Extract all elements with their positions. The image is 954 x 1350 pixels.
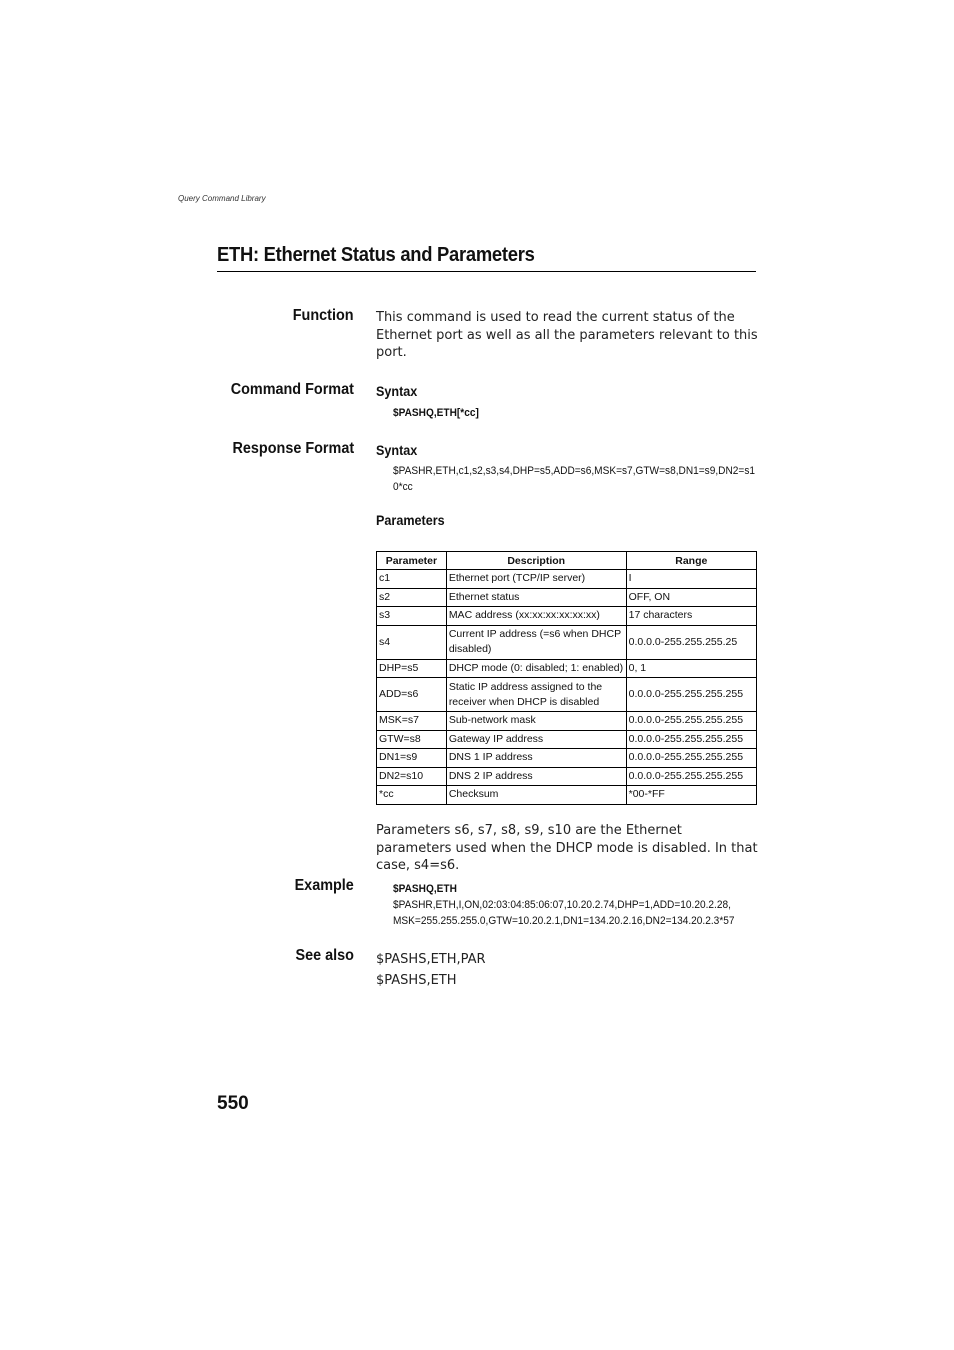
example-block — [393, 881, 761, 929]
cell-description: Sub-network mask — [446, 712, 626, 731]
table-row — [377, 570, 757, 589]
function-text: This command is used to read the current status of the Ethernet port as well as all the parameters relevant to this port. — [376, 310, 758, 360]
cell-parameter: s4 — [377, 625, 447, 659]
table-row — [377, 712, 757, 731]
cell-parameter: MSK=s7 — [377, 712, 447, 731]
cell-description: Ethernet port (TCP/IP server) — [446, 570, 626, 589]
function-label: Function — [293, 307, 354, 324]
table-row — [377, 625, 757, 659]
cell-range: 0, 1 — [626, 659, 756, 678]
cell-range: 0.0.0.0-255.255.255.255 — [626, 730, 756, 749]
example-response-line1: $PASHR,ETH,I,ON,02:03:04:85:06:07,10.20.2.74,DHP=1,ADD=10.20.2.28, — [393, 899, 731, 911]
table-row — [377, 678, 757, 712]
cell-parameter: c1 — [377, 570, 447, 589]
response-syntax: $PASHR,ETH,c1,s2,s3,s4,DHP=s5,ADD=s6,MSK=s7,GTW=s8,DN1=s9,DN2=s10*cc — [393, 465, 756, 493]
cell-range: 0.0.0.0-255.255.255.25 — [626, 625, 756, 659]
see-also-label: See also — [295, 947, 354, 964]
table-row — [377, 749, 757, 768]
cell-description: Gateway IP address — [446, 730, 626, 749]
header-range: Range — [626, 552, 756, 570]
table-header-row — [377, 552, 757, 570]
title-rule — [217, 271, 756, 272]
table-row — [377, 730, 757, 749]
example-label: Example — [294, 877, 354, 894]
parameters-label: Parameters — [376, 512, 445, 528]
table-row — [377, 588, 757, 607]
cell-description: MAC address (xx:xx:xx:xx:xx:xx) — [446, 607, 626, 626]
header-parameter: Parameter — [377, 552, 447, 570]
command-syntax — [393, 405, 733, 421]
cell-parameter: ADD=s6 — [377, 678, 447, 712]
response-syntax-label: Syntax — [376, 442, 418, 458]
cell-range: 0.0.0.0-255.255.255.255 — [626, 712, 756, 731]
cell-parameter: GTW=s8 — [377, 730, 447, 749]
cell-description: DHCP mode (0: disabled; 1: enabled) — [446, 659, 626, 678]
page-title: ETH: Ethernet Status and Parameters — [217, 244, 535, 266]
cell-range: 0.0.0.0-255.255.255.255 — [626, 749, 756, 768]
command-syntax-text: $PASHQ,ETH[*cc] — [393, 407, 479, 419]
cell-description: DNS 1 IP address — [446, 749, 626, 768]
cell-description: DNS 2 IP address — [446, 767, 626, 786]
command-format-label: Command Format — [230, 381, 354, 398]
command-syntax-label: Syntax — [376, 383, 418, 399]
cell-parameter: DN1=s9 — [377, 749, 447, 768]
cell-parameter: s3 — [377, 607, 447, 626]
cell-range: 0.0.0.0-255.255.255.255 — [626, 767, 756, 786]
see-also-item[interactable]: $PASHS,ETH,PAR — [376, 952, 486, 967]
cell-parameter: s2 — [377, 588, 447, 607]
cell-range: I — [626, 570, 756, 589]
table-row — [377, 607, 757, 626]
cell-range: OFF, ON — [626, 588, 756, 607]
parameters-note: Parameters s6, s7, s8, s9, s10 are the Ethernet parameters used when the DHCP mode is disabled. In that case, s4=s6. — [376, 823, 758, 873]
cell-description: Static IP address assigned to the receiver when DHCP is disabled — [446, 678, 626, 712]
table-row — [377, 786, 757, 805]
cell-range: 17 characters — [626, 607, 756, 626]
cell-range: 0.0.0.0-255.255.255.255 — [626, 678, 756, 712]
running-head: Query Command Library — [178, 194, 266, 203]
cell-parameter: *cc — [377, 786, 447, 805]
table-row — [377, 659, 757, 678]
cell-range: *00-*FF — [626, 786, 756, 805]
response-format-label: Response Format — [232, 440, 354, 457]
cell-description: Checksum — [446, 786, 626, 805]
header-description: Description — [446, 552, 626, 570]
cell-parameter: DN2=s10 — [377, 767, 447, 786]
cell-description: Current IP address (=s6 when DHCP disabled) — [446, 625, 626, 659]
see-also-item[interactable]: $PASHS,ETH — [376, 973, 457, 988]
cell-description: Ethernet status — [446, 588, 626, 607]
example-response-line2: MSK=255.255.255.0,GTW=10.20.2.1,DN1=134.20.2.16,DN2=134.20.2.3*57 — [393, 915, 735, 927]
see-also-list — [376, 949, 758, 991]
parameters-table — [376, 551, 757, 805]
example-query: $PASHQ,ETH — [393, 883, 457, 895]
page-number: 550 — [217, 1093, 249, 1114]
table-row — [377, 767, 757, 786]
cell-parameter: DHP=s5 — [377, 659, 447, 678]
